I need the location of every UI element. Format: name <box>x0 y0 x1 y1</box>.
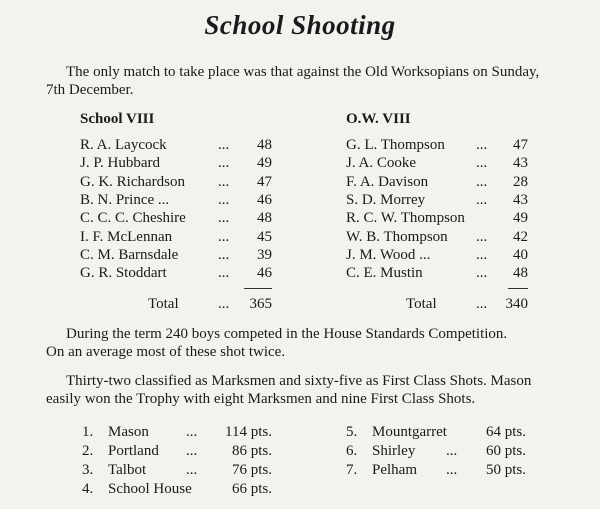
ow-player-score: 42 <box>513 228 528 245</box>
standing-points: 50 pts. <box>485 462 526 478</box>
school-player-dots: ... <box>218 173 230 190</box>
standing-points: 60 pts. <box>485 443 526 459</box>
standing-rank: 4. <box>82 481 94 497</box>
standing-dots: ... <box>186 462 198 478</box>
standing-rank: 1. <box>82 424 94 440</box>
school-player-score: 48 <box>257 210 272 227</box>
school-player-dots: ... <box>218 191 230 208</box>
standing-house: Talbot <box>108 462 147 478</box>
school-player-score: 47 <box>257 173 272 190</box>
school-team-heading: School VIII <box>80 111 155 127</box>
ow-player-dots: ... <box>476 191 488 208</box>
school-player-score: 39 <box>257 246 272 263</box>
page-title: School Shooting <box>204 10 396 40</box>
ow-player-name: F. A. Davison <box>346 173 429 190</box>
standing-dots: ... <box>446 443 458 459</box>
standing-house: Portland <box>108 443 159 459</box>
school-player-dots: ... <box>218 246 230 263</box>
standing-house: Mountgarret <box>372 424 447 440</box>
school-player-score: 46 <box>257 265 272 282</box>
ow-player-score: 43 <box>513 155 528 172</box>
school-total-label: Total <box>148 296 179 312</box>
standing-house: Mason <box>108 424 149 440</box>
school-player-dots: ... <box>218 210 230 227</box>
school-player-name: I. F. McLennan <box>80 228 173 245</box>
standing-rank: 6. <box>346 443 358 459</box>
ow-player-dots: ... <box>476 246 488 263</box>
school-player-dots: ... <box>218 155 230 172</box>
ow-player-score: 49 <box>513 210 528 227</box>
ow-player-dots: ... <box>476 137 488 153</box>
school-player-dots: ... <box>218 228 230 245</box>
school-total-dots: ... <box>218 296 230 312</box>
ow-total-dots: ... <box>476 296 488 312</box>
marksmen-line-2: easily won the Trophy with eight Marksmen and nine First Class Shots. <box>46 391 476 407</box>
standing-points: 114 pts. <box>225 424 272 440</box>
standing-dots: ... <box>186 443 198 459</box>
standing-rank: 2. <box>82 443 94 459</box>
ow-total-score: 340 <box>505 296 528 312</box>
standing-dots: ... <box>186 424 198 440</box>
ow-player-score: 43 <box>513 191 528 208</box>
school-player-name: J. P. Hubbard <box>80 155 161 172</box>
standing-dots: ... <box>446 462 458 478</box>
ow-player-score: 48 <box>513 265 528 282</box>
ow-total-rule <box>508 288 528 289</box>
school-player-name: B. N. Prince ... <box>80 191 170 208</box>
ow-player-name: J. M. Wood ... <box>346 246 431 263</box>
house-competition-line-1: During the term 240 boys competed in the House Standards Competition. <box>66 326 508 342</box>
school-player-score: 45 <box>257 228 272 245</box>
standing-house: Pelham <box>372 462 417 478</box>
ow-player-dots: ... <box>476 228 488 245</box>
school-player-score: 48 <box>257 137 272 153</box>
ow-team-heading: O.W. VIII <box>346 111 411 127</box>
school-total-rule <box>244 288 272 289</box>
standing-house: Shirley <box>372 443 416 459</box>
school-player-dots: ... <box>218 137 230 153</box>
school-total-score: 365 <box>249 296 272 312</box>
school-player-score: 46 <box>257 191 272 208</box>
standing-house: School House <box>108 481 192 497</box>
ow-player-dots: ... <box>476 155 488 172</box>
standing-points: 66 pts. <box>231 481 272 497</box>
school-player-dots: ... <box>218 265 230 282</box>
standing-rank: 5. <box>346 424 358 440</box>
ow-player-score: 40 <box>513 246 528 263</box>
ow-player-name: S. D. Morrey <box>346 191 426 208</box>
school-player-name: C. C. C. Cheshire <box>80 210 186 227</box>
house-competition-line-2: On an average most of these shot twice. <box>46 344 286 360</box>
standing-points: 86 pts. <box>231 443 272 459</box>
ow-player-name: W. B. Thompson <box>346 228 448 245</box>
ow-player-dots: ... <box>476 265 488 282</box>
standing-rank: 7. <box>346 462 358 478</box>
ow-player-name: C. E. Mustin <box>346 265 423 282</box>
marksmen-line-1: Thirty-two classified as Marksmen and sixty-five as First Class Shots. Mason <box>66 373 532 389</box>
standing-points: 76 pts. <box>231 462 272 478</box>
standing-rank: 3. <box>82 462 94 478</box>
school-player-name: C. M. Barnsdale <box>80 246 179 263</box>
school-player-name: R. A. Laycock <box>80 137 167 153</box>
school-player-score: 49 <box>257 155 272 172</box>
intro-line-1: The only match to take place was that against the Old Worksopians on Sunday, <box>66 64 540 80</box>
ow-player-name: R. C. W. Thompson <box>346 210 465 227</box>
intro-line-2: 7th December. <box>46 82 134 98</box>
ow-player-name: J. A. Cooke <box>346 155 417 172</box>
ow-total-label: Total <box>406 296 437 312</box>
ow-player-score: 28 <box>513 173 528 190</box>
standing-points: 64 pts. <box>485 424 526 440</box>
ow-player-dots: ... <box>476 173 488 190</box>
school-player-name: G. K. Richardson <box>80 173 185 190</box>
ow-player-name: G. L. Thompson <box>346 137 445 153</box>
school-player-name: G. R. Stoddart <box>80 265 167 282</box>
ow-player-score: 47 <box>513 137 528 153</box>
